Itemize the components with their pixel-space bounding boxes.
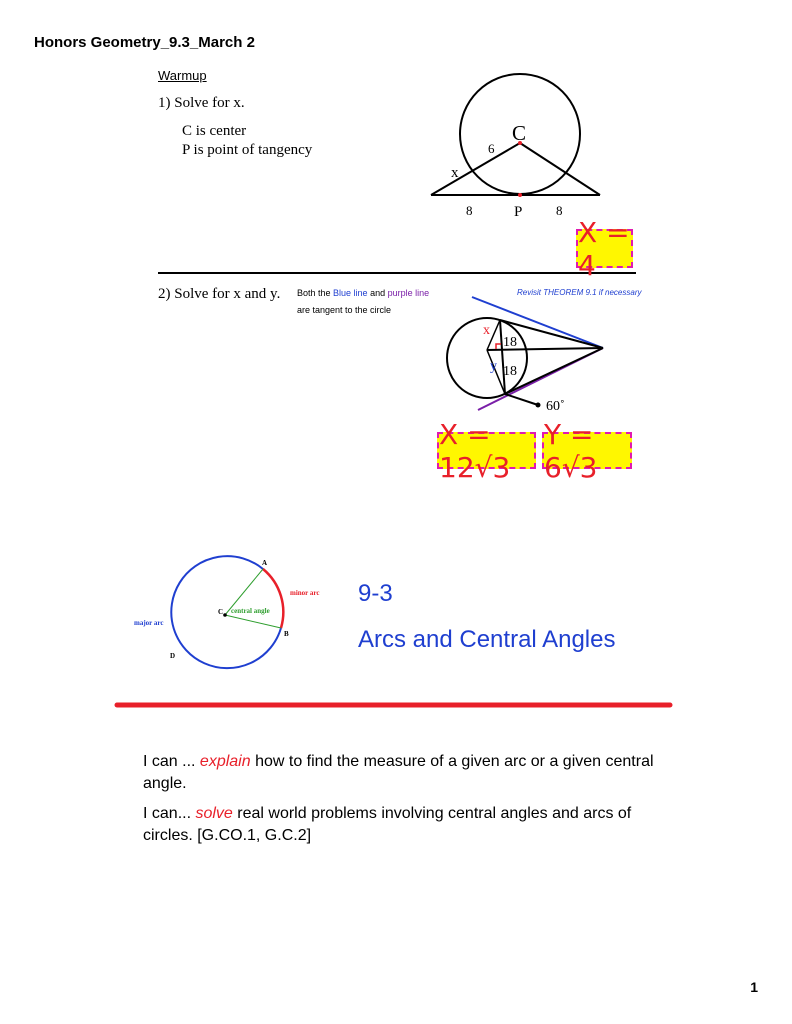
objective-2	[143, 803, 663, 847]
question-2: 2) Solve for x and y.	[158, 286, 281, 302]
objective-1-suffix: how to find the measure of a given arc or a given central angle.	[143, 753, 654, 792]
section-title: Arcs and Central Angles	[358, 626, 616, 653]
warmup-label: Warmup	[158, 68, 207, 83]
section-number: 9-3	[358, 580, 393, 607]
figure-1-right-secant	[520, 143, 600, 195]
answer-2y-text: Y = 6√3	[544, 417, 598, 484]
figure-1-left-length: 8	[466, 203, 473, 218]
center-point	[223, 613, 227, 617]
figure-1-radius-label: 6	[488, 141, 495, 156]
note-and: and	[367, 288, 388, 298]
point-c-label: C	[218, 608, 224, 616]
figure-2-angle-pointer	[505, 394, 538, 405]
figure-2-y-label: y	[490, 359, 497, 374]
figure-2	[447, 297, 603, 414]
note-prefix: Both the	[297, 288, 334, 298]
question-1: 1) Solve for x.	[158, 95, 245, 111]
answer-1-text: X = 4	[578, 215, 630, 282]
figure-1-p-label: P	[514, 204, 523, 220]
question-1-given-center: C is center	[182, 123, 247, 139]
learning-objectives	[143, 751, 663, 855]
question-1-given-tangency: P is point of tangency	[182, 142, 313, 158]
minor-arc-label: minor arc	[290, 589, 320, 597]
page-number: 1	[750, 979, 758, 995]
minor-arc-curve	[263, 569, 283, 628]
figure-1-left-secant	[431, 143, 520, 195]
note-purple-line: purple line	[387, 288, 430, 298]
arc-diagram	[134, 556, 320, 668]
figure-2-right-angle-mark	[496, 344, 501, 349]
point-a-label: A	[262, 559, 268, 567]
figure-1-x-label: x	[451, 165, 459, 181]
figure-1-right-length: 8	[556, 203, 563, 218]
figure-2-lower-length: 18	[503, 364, 517, 379]
objective-1-prefix: I can ...	[143, 753, 200, 770]
objective-1-verb: explain	[199, 753, 251, 770]
answer-2x-box	[437, 417, 536, 484]
question-2-note	[297, 288, 429, 298]
figure-1	[431, 74, 600, 220]
major-arc-label: major arc	[134, 619, 164, 627]
objective-2-suffix: real world problems involving central angles and arcs of circles. [G.CO.1, G.C.2]	[143, 805, 632, 844]
figure-2-x-label: x	[483, 323, 490, 338]
figure-2-lower-segment	[505, 348, 603, 394]
answer-1-box	[576, 215, 633, 282]
figure-1-center-label: C	[512, 121, 527, 145]
objective-1	[143, 751, 663, 795]
point-b-label: B	[284, 630, 289, 638]
question-2-note-line2: are tangent to the circle	[297, 305, 392, 315]
page-title: Honors Geometry_9.3_March 2	[34, 34, 255, 51]
figure-1-tangent-point	[518, 193, 522, 197]
figure-2-upper-length: 18	[503, 335, 517, 350]
radius-cb	[225, 615, 281, 628]
objective-2-prefix: I can...	[143, 805, 196, 822]
central-angle-label: central angle	[231, 607, 270, 615]
answer-2x-text: X = 12√3	[439, 417, 511, 484]
figure-2-pointer-dot	[536, 403, 541, 408]
point-d-label: D	[170, 652, 176, 660]
note-blue-line: Blue line	[333, 288, 368, 298]
answer-2y-box	[542, 417, 632, 484]
theorem-reminder: Revisit THEOREM 9.1 if necessary	[517, 288, 642, 297]
objective-2-verb: solve	[195, 805, 233, 822]
figure-2-angle-label: 60˚	[546, 399, 565, 414]
